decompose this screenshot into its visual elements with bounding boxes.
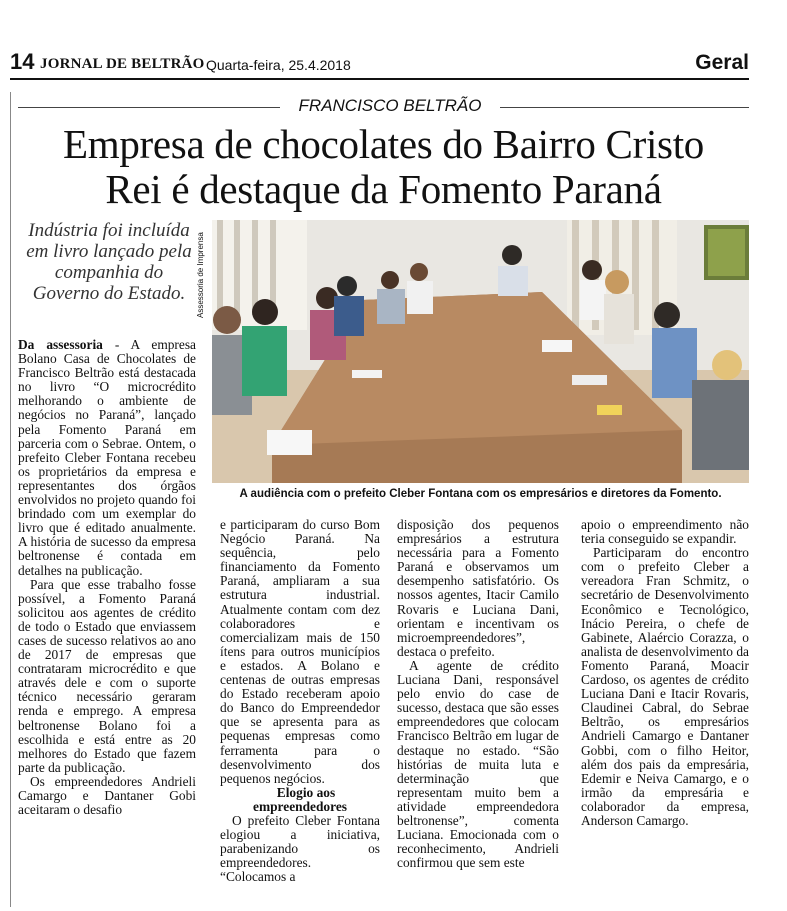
paragraph: O prefeito Cleber Fontana elogiou a iniciativa, parabenizando os empreendedores. “Colocamos a (220, 812, 380, 885)
subhead: Indústria foi incluída em livro lançado pela companhia do Governo do Estado. (26, 220, 192, 304)
section-subtitle-line-1: Elogio aos (276, 784, 336, 800)
kicker-rule-left (18, 107, 280, 108)
page-number: 14 (10, 49, 35, 74)
headline-line-2: Rei é destaque da Fomento Paraná (105, 166, 662, 212)
article-column-3 (397, 518, 559, 870)
issue-date: Quarta-feira, 25.4.2018 (206, 57, 351, 73)
article-column-2 (220, 518, 380, 884)
left-margin-rule (10, 92, 11, 907)
paragraph: Para que esse trabalho fosse possível, a Fomento Paraná solicitou aos agentes de crédito de todo o Estado que enviassem cases de sucesso relativos ao ano de 2017 de empresas que contrataram microcrédito e que através dele e com o suporte técnico necessário geraram renda e emprego. A empresa beltronense Bolano foi a escolhida e está entre as 20 melhores do Estado que fazem parte da publicação. (18, 576, 196, 775)
headline (18, 122, 749, 212)
headline-line-1: Empresa de chocolates do Bairro Cristo (63, 121, 704, 167)
paragraph-text: - A empresa Bolano Casa de Chocolates de Francisco Beltrão está destacada no livro “O microcrédito melhorando o ambiente de negócios no Paraná”, lançado pela Fomento Paraná em parceria com o Sebrae. Ontem, o prefeito Cleber Fontana recebeu os proprietários da empresa e representantes dos órgãos envolvidos no projeto quando foi brindado com um exemplar do livro que é editado anualmente. A história de sucesso da empresa beltronense é contada em detalhes na publicação. (18, 337, 196, 578)
paragraph: A agente de crédito Luciana Dani, responsável pelo envio do case de sucesso, destaca que são esses empreendedores que colocam Francisco Beltrão em lugar de destaque no estado. “São histórias de muita luta e determinação que representam muito bem a atividade empreendedora beltronense”, comenta Luciana. Emocionada com o reconhecimento, Andrieli confirmou que sem este (397, 657, 559, 871)
paragraph: Os empreendedores Andrieli Camargo e Dantaner Gobi aceitaram o desafio (18, 773, 196, 818)
paragraph (18, 338, 196, 578)
paragraph: apoio o empreendimento não teria conseguido se expandir. (581, 517, 749, 547)
section-name: Geral (695, 51, 749, 74)
article-column-4 (581, 518, 749, 828)
meeting-photo (212, 220, 749, 483)
photo-credit (196, 218, 210, 318)
paragraph: disposição dos pequenos empresários a estrutura necessária para a Fomento Paraná e observamos um desempenho satisfatório. Os nossos agentes, Itacir Camilo Rovaris e Luciana Dani, orientam e incentivam os microempreendedores”, destaca o prefeito. (397, 517, 559, 659)
byline: Da assessoria (18, 337, 103, 352)
journal-name: JORNAL DE BELTRÃO (40, 56, 205, 72)
photo-credit-text: Assessoria de Imprensa (196, 232, 205, 318)
header-rule (10, 78, 749, 80)
meeting-photo-illustration (212, 220, 749, 483)
photo-caption: A audiência com o prefeito Cleber Fontana com os empresários e diretores da Fomento. (239, 488, 722, 500)
paragraph: e participaram do curso Bom Negócio Paraná. Na sequência, pelo financiamento da Fomento Paraná, ampliaram a sua estrutura industrial. Atualmente contam com dez colaboradores e comercializam mais de 150 ítens para outros municípios e estados. A Bolano e centenas de outras empresas do Estado receberam apoio do Banco do Empreendedor que se apresenta para as pequenas empresas como ferramenta para o desenvolvimento dos pequenos negócios. (220, 517, 380, 786)
section-subtitle (220, 786, 380, 814)
paragraph: Participaram do encontro com o prefeito Cleber a vereadora Fran Schmitz, o secretário de Desenvolvimento Econômico e Tecnológico, Inácio Pereira, o chefe de Gabinete, Alaércio Corazza, o analista de desenvolvimento da Fomento Paraná, Moacir Cardoso, os agentes de crédito Luciana Dani e Itacir Rovaris, Claudinei Cabral, do Sebrae Beltrão, os empresários Andrieli Camargo e Dantaner Gobbi, com o filho Heitor, além dos pais da empresária, Edemir e Neiva Camargo, e o irmão da empresária e colaborador da empresa, Anderson Camargo. (581, 545, 749, 828)
article-column-1 (18, 338, 196, 817)
kicker: FRANCISCO BELTRÃO (298, 96, 482, 115)
kicker-rule-right (500, 107, 749, 108)
section-subtitle-line-2: empreendedores (253, 798, 347, 814)
